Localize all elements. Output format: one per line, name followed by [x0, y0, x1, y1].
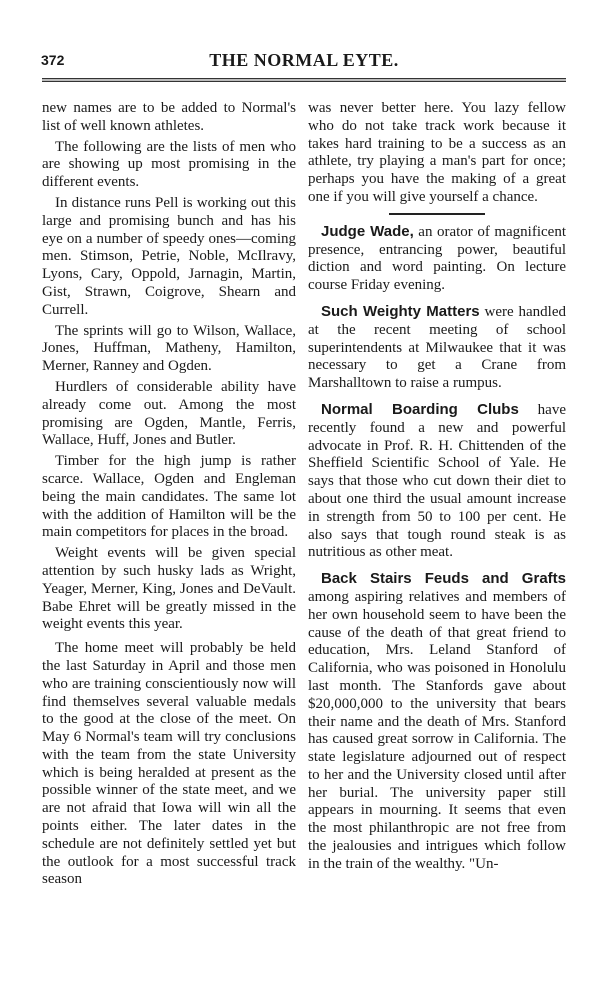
- paragraph: The sprints will go to Wilson, Wallace, Jones, Huffman, Matheny, Hamilton, Merner, Ranney and Ogden.: [42, 322, 296, 375]
- header-rule: [42, 78, 566, 82]
- item-heading: Such Weighty Matters: [321, 302, 480, 320]
- paragraph: Hurdlers of considerable ability have already come out. Among the most promising are Ogden, Mantle, Ferris, Wallace, Huff, Jones and Butler.: [42, 378, 296, 449]
- paragraph: Weight events will be given special attention by such husky lads as Wright, Yeager, Merner, King, Jones and DeVault. Babe Ehret will be greatly missed in the weight events this year.: [42, 545, 296, 633]
- item-text: an orator of magnificent presence, entrancing power, beautiful diction and word painting. On lecture course Friday evening.: [308, 223, 566, 294]
- paragraph: The home meet will probably be held the last Saturday in April and those men who are training conscientiously now will find themselves several valuable medals to the good at the close of the meet. On May 6 Normal's team will try conclusions with the team from the state University which is being heralded at present as the possible winner of the state meet, and we are not afraid that Iowa will win all the points either. The later dates in the schedule are not definitely settled yet but the outlook for a most successful track season: [42, 640, 296, 888]
- section-divider: [389, 213, 485, 215]
- paragraph: new names are to be added to Normal's list of well known athletes.: [42, 100, 296, 134]
- paragraph: was never better here. You lazy fellow who do not take track work because it takes hard training to be a success as an athlete, try playing a man's part for once; perhaps you have the making of a great one if you will give yourself a chance.: [308, 100, 566, 205]
- paragraph: In distance runs Pell is working out this large and promising bunch and has his eye on a number of speedy ones—coming men. Stimson, Petrie, Noble, McIlravy, Lyons, Cary, Oppold, Jarnagin, Martin, Gist, Strawn, Coigrove, Shearn and Currell.: [42, 194, 296, 318]
- item-heading: Judge Wade,: [321, 222, 414, 240]
- item-heading: Back Stairs Feuds and Grafts: [321, 570, 566, 588]
- item-text: among aspiring relatives and members of her own household seem to have been the cause of the death of that great friend to education, Mrs. Leland Stanford of California, who was poisoned in Honolulu last month. The Stanfords gave about $20,000,000 to the university that bears their name and the death of Mrs. Stanford has caused great sorrow in California. The state legislature adjourned out of respect to her and the University closed until after her burial. The university paper still appears in mourning. It seems that even the most philanthropic are not free from the jealousies and intrigues which follow in the train of the wealthy. "Un-: [308, 588, 566, 872]
- page-number: 372: [41, 52, 65, 68]
- news-item-boarding-clubs: [308, 401, 566, 562]
- paragraph: Timber for the high jump is rather scarce. Wallace, Ogden and Engleman being the main candidates. The same lot with the addition of Hamilton will be the main competitors for places in the broad.: [42, 453, 296, 541]
- item-heading: Normal Boarding Clubs: [321, 400, 519, 418]
- news-item-judge-wade: [308, 223, 566, 295]
- item-text: have recently found a new and powerful advocate in Prof. R. H. Chittenden of the Sheffield Scientific School of Yale. He says that those who cut down their diet to about one third the usual amount increase in strength from 50 to 100 per cent. He also says that tough round steak is as nutritious as other meat.: [308, 401, 566, 561]
- item-text: were handled at the recent meeting of school superintendents at Milwaukee that it was necessary to get a Crane from Marshalltown to raise a rumpus.: [308, 303, 566, 392]
- left-column: [42, 100, 296, 892]
- paragraph: The following are the lists of men who are showing up most promising in the different events.: [42, 138, 296, 191]
- page-title: THE NORMAL EYTE.: [209, 50, 399, 70]
- right-column: [308, 100, 566, 882]
- news-item-weighty-matters: [308, 303, 566, 393]
- news-item-back-stairs: [308, 570, 566, 874]
